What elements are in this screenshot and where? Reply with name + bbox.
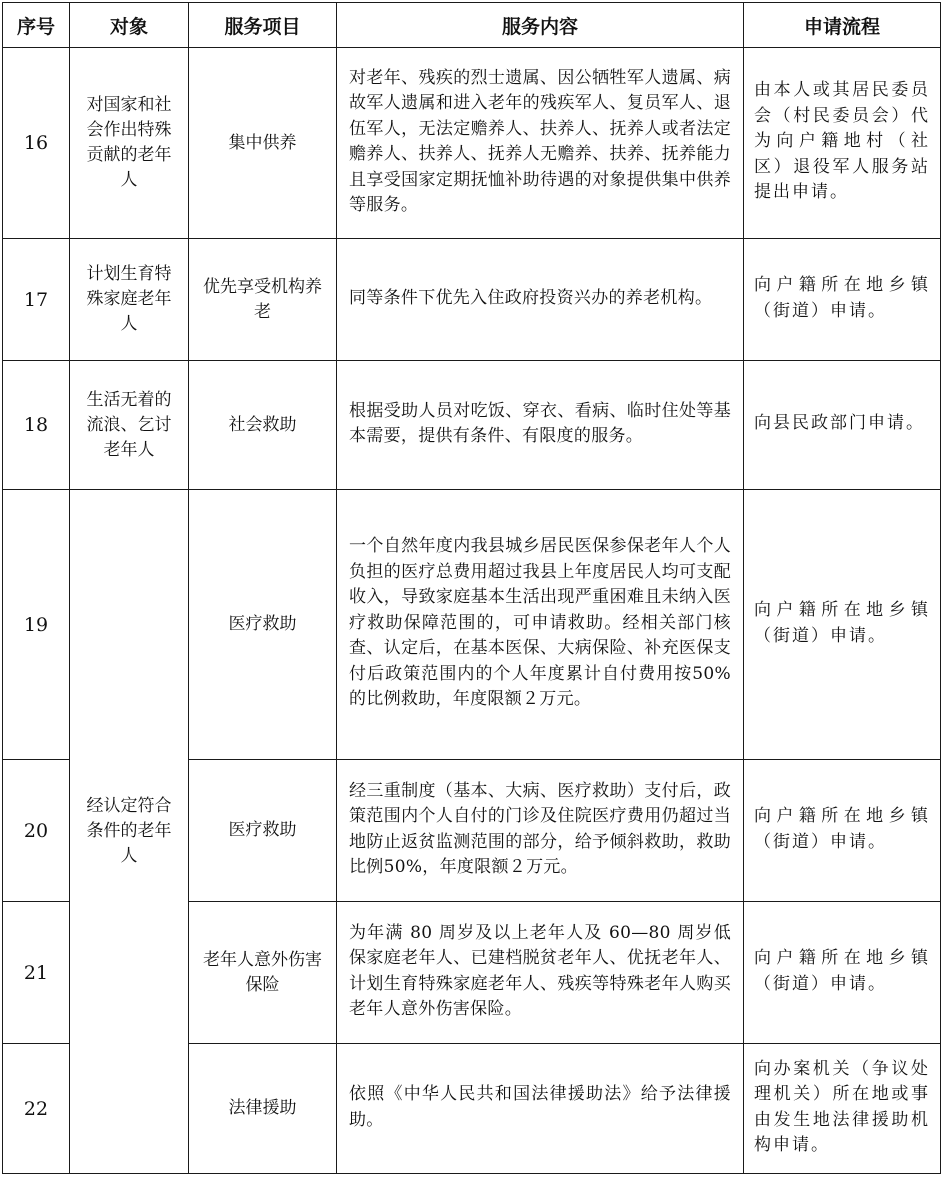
header-object: 对象 bbox=[70, 3, 189, 48]
row-content: 根据受助人员对吃饭、穿衣、看病、临时住处等基本需要，提供有条件、有限度的服务。 bbox=[337, 361, 744, 490]
row-object: 经认定符合条件的老年人 bbox=[70, 490, 189, 1174]
header-content: 服务内容 bbox=[337, 3, 744, 48]
row-object: 对国家和社会作出特殊贡献的老年人 bbox=[70, 48, 189, 239]
row-process: 向办案机关（争议处理机关）所在地或事由发生地法律援助机构申请。 bbox=[744, 1044, 941, 1174]
row-object: 计划生育特殊家庭老年人 bbox=[70, 239, 189, 361]
table-row bbox=[3, 48, 941, 239]
table-header-row bbox=[3, 3, 941, 48]
row-process: 向户籍所在地乡镇（街道）申请。 bbox=[744, 490, 941, 760]
row-content: 经三重制度（基本、大病、医疗救助）支付后，政策范围内个人自付的门诊及住院医疗费用仍超过当地防止返贫监测范围的部分，给予倾斜救助，救助比例50%，年度限额２万元。 bbox=[337, 760, 744, 902]
table-row bbox=[3, 361, 941, 490]
row-num: 16 bbox=[3, 48, 70, 239]
row-process: 向户籍所在地乡镇（街道）申请。 bbox=[744, 902, 941, 1044]
row-content: 一个自然年度内我县城乡居民医保参保老年人个人负担的医疗总费用超过我县上年度居民人均可支配收入，导致家庭基本生活出现严重困难且未纳入医疗救助保障范围的，可申请救助。经相关部门核查、认定后，在基本医保、大病保险、补充医保支付后政策范围内的个人年度累计自付费用按50%的比例救助，年度限额２万元。 bbox=[337, 490, 744, 760]
row-num: 19 bbox=[3, 490, 70, 760]
row-item: 医疗救助 bbox=[189, 490, 337, 760]
row-content: 对老年、残疾的烈士遗属、因公牺牲军人遗属、病故军人遗属和进入老年的残疾军人、复员军人、退伍军人，无法定赡养人、扶养人、抚养人或者法定赡养人、扶养人、抚养人无赡养、扶养、抚养能力且享受国家定期抚恤补助待遇的对象提供集中供养等服务。 bbox=[337, 48, 744, 239]
row-num: 21 bbox=[3, 902, 70, 1044]
row-process: 由本人或其居民委员会（村民委员会）代为向户籍地村（社区）退役军人服务站提出申请。 bbox=[744, 48, 941, 239]
header-num: 序号 bbox=[3, 3, 70, 48]
row-process: 向户籍所在地乡镇（街道）申请。 bbox=[744, 239, 941, 361]
row-item: 医疗救助 bbox=[189, 760, 337, 902]
row-item: 集中供养 bbox=[189, 48, 337, 239]
header-item: 服务项目 bbox=[189, 3, 337, 48]
header-process: 申请流程 bbox=[744, 3, 941, 48]
row-item: 法律援助 bbox=[189, 1044, 337, 1174]
row-num: 20 bbox=[3, 760, 70, 902]
row-process: 向县民政部门申请。 bbox=[744, 361, 941, 490]
row-num: 18 bbox=[3, 361, 70, 490]
row-num: 22 bbox=[3, 1044, 70, 1174]
row-item: 优先享受机构养老 bbox=[189, 239, 337, 361]
table-row bbox=[3, 239, 941, 361]
services-table bbox=[2, 2, 941, 1174]
table-row bbox=[3, 490, 941, 760]
row-num: 17 bbox=[3, 239, 70, 361]
row-content: 同等条件下优先入住政府投资兴办的养老机构。 bbox=[337, 239, 744, 361]
row-content: 依照《中华人民共和国法律援助法》给予法律援助。 bbox=[337, 1044, 744, 1174]
row-item: 老年人意外伤害保险 bbox=[189, 902, 337, 1044]
row-content: 为年满 80 周岁及以上老年人及 60—80 周岁低保家庭老年人、已建档脱贫老年人、优抚老年人、计划生育特殊家庭老年人、残疾等特殊老年人购买老年人意外伤害保险。 bbox=[337, 902, 744, 1044]
row-item: 社会救助 bbox=[189, 361, 337, 490]
row-process: 向户籍所在地乡镇（街道）申请。 bbox=[744, 760, 941, 902]
row-object: 生活无着的流浪、乞讨老年人 bbox=[70, 361, 189, 490]
